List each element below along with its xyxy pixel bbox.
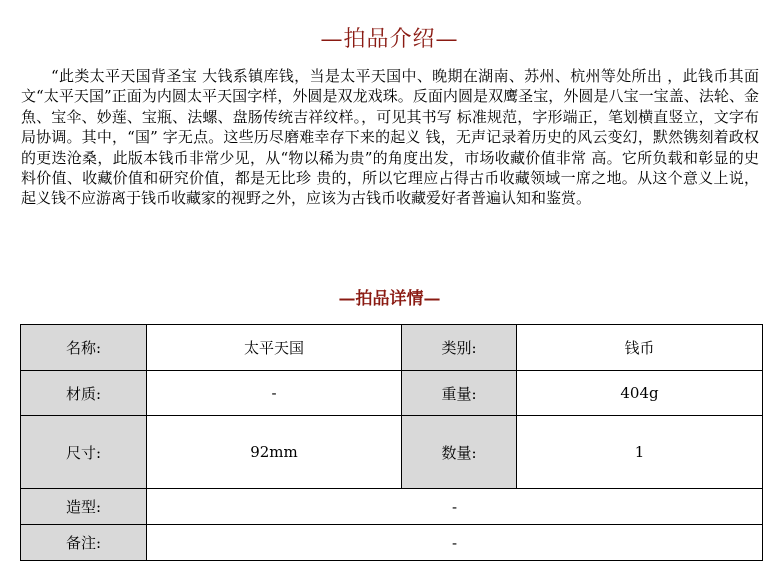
- size-label: 尺寸:: [21, 416, 147, 489]
- intro-paragraph: “此类太平天国背圣宝 大钱系镇库钱，当是太平天国中、晚期在湖南、苏州、杭州等处所出 ，此钱币其面文“太平天国”正面为内圆太平天国字样，外圆是双龙戏珠。反面内圆是双鹰圣宝，外圆是八宝一宝盖、法轮、金魚、宝伞、妙莲、宝瓶、法螺、盘肠传统吉祥纹样。，可见其书写 标准规范，字形端正，笔划横直竖立，文字布局协调。其中，“国” 字无点。这些历尽磨难幸存下来的起义 钱，无声记录着历史的风云变幻，默然镌刻着政权的更迭沧桑，此版本钱币非常少见，从“物以稀为贵”的角度出发，市场收藏价值非常 高。它所负载和彰显的史料价值、收藏价值和研究价值，都是无比珍 贵的，所以它理应占得古币收藏领域一席之地。从这个意义上说，起义钱不应游离于钱币收藏家的视野之外，应该为古钱币收藏爱好者普遍认知和鉴赏。: [21, 67, 759, 208]
- intro-section-title: —拍品介绍—: [320, 27, 459, 52]
- table-row: [21, 325, 763, 371]
- table-row: [21, 416, 763, 489]
- remarks-value: -: [147, 525, 763, 561]
- table-row: [21, 371, 763, 416]
- table-row: [21, 489, 763, 525]
- name-label: 名称:: [21, 325, 147, 371]
- shape-label: 造型:: [21, 489, 147, 525]
- name-value: 太平天国: [147, 325, 402, 371]
- quantity-label: 数量:: [402, 416, 517, 489]
- quantity-value: 1: [517, 416, 763, 489]
- category-value: 钱币: [517, 325, 763, 371]
- material-value: -: [147, 371, 402, 416]
- table-row: [21, 525, 763, 561]
- remarks-label: 备注:: [21, 525, 147, 561]
- weight-value: 404g: [517, 371, 763, 416]
- weight-label: 重量:: [402, 371, 517, 416]
- material-label: 材质:: [21, 371, 147, 416]
- category-label: 类别:: [402, 325, 517, 371]
- size-value: 92mm: [147, 416, 402, 489]
- details-table: [20, 324, 763, 561]
- details-section-title: —拍品详情—: [338, 289, 441, 309]
- shape-value: -: [147, 489, 763, 525]
